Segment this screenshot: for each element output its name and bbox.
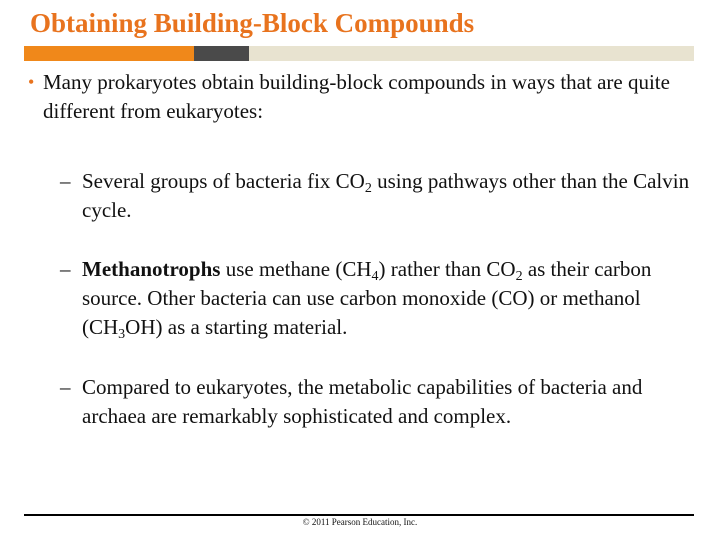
footer-rule	[24, 514, 694, 516]
dash-marker: –	[60, 375, 71, 399]
main-bullet-text: Many prokaryotes obtain building-block compounds in ways that are quite different from eukaryotes:	[43, 70, 670, 123]
sub-bullet-1-text: Several groups of bacteria fix $CO_2$ using pathways other than the Calvin cycle.	[82, 169, 690, 222]
main-bullet	[28, 68, 688, 126]
copyright-notice: © 2011 Pearson Education, Inc.	[302, 517, 418, 527]
dash-marker: –	[60, 257, 71, 281]
title-bar-orange	[24, 46, 194, 61]
sub-bullet-2-text: Methanotrophs use methane $(CH_4)$ rather than $CO_2$ as their carbon source. Other bacteria can use carbon monoxide (CO) or methanol $(CH_3OH)$ as a starting material.	[82, 257, 652, 342]
methanotrophs-term: Methanotrophs	[82, 257, 221, 281]
bullet-marker: •	[28, 72, 35, 92]
title-bar-dark-block	[194, 46, 249, 61]
sub-bullet-2	[60, 255, 690, 342]
title-bar-gray	[194, 46, 694, 61]
sub-bullet-1	[60, 167, 690, 225]
dash-marker: –	[60, 169, 71, 193]
sub-bullet-3	[60, 373, 690, 431]
slide-title: Obtaining Building-Block Compounds	[30, 8, 475, 38]
sub-bullet-3-text: Compared to eukaryotes, the metabolic capabilities of bacteria and archaea are remarkably sophisticated and complex.	[82, 375, 643, 428]
